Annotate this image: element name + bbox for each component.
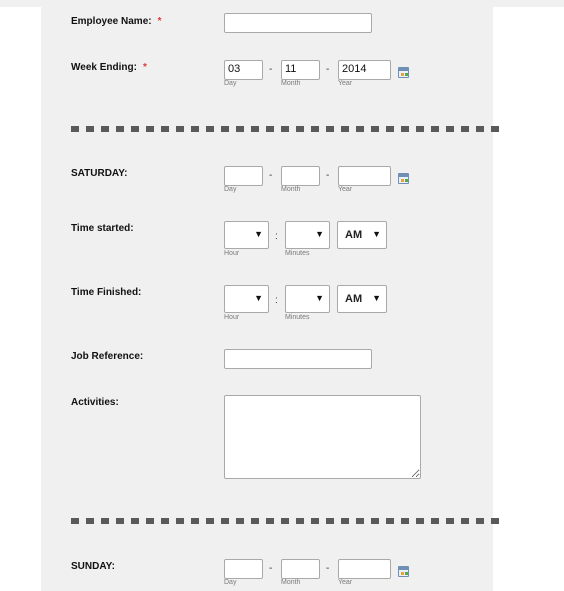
date-separator: - <box>326 563 330 574</box>
divider-dash <box>341 126 349 132</box>
time-started-label: Time started: <box>71 223 134 234</box>
date-separator: - <box>326 64 330 75</box>
section-divider <box>71 518 503 524</box>
divider-dash <box>146 518 154 524</box>
year-sub-label: Year <box>338 579 353 586</box>
saturday-label: SATURDAY: <box>71 168 128 179</box>
time-started-ampm-select[interactable] <box>337 221 387 249</box>
hour-sub-label: Hour <box>224 250 240 257</box>
divider-dash <box>176 126 184 132</box>
divider-dash <box>386 126 394 132</box>
saturday-year-input[interactable] <box>338 166 391 186</box>
selected-value: AM <box>345 293 363 305</box>
date-separator: - <box>326 170 330 181</box>
divider-dash <box>476 518 484 524</box>
time-colon: : <box>275 295 278 306</box>
saturday-month-input[interactable] <box>281 166 320 186</box>
date-separator: - <box>269 563 273 574</box>
saturday-day-input[interactable] <box>224 166 263 186</box>
job-reference-label: Job Reference: <box>71 351 144 362</box>
required-asterisk: * <box>142 62 147 73</box>
divider-dash <box>206 126 214 132</box>
divider-dash <box>176 518 184 524</box>
divider-dash <box>461 126 469 132</box>
section-divider <box>71 126 503 132</box>
required-asterisk: * <box>157 16 162 27</box>
divider-dash <box>191 126 199 132</box>
divider-dash <box>161 518 169 524</box>
month-sub-label: Month <box>281 579 301 586</box>
divider-dash <box>491 126 499 132</box>
day-sub-label: Day <box>224 579 237 586</box>
time-finished-hour-select[interactable] <box>224 285 269 313</box>
month-sub-label: Month <box>281 186 301 193</box>
activities-label: Activities: <box>71 397 119 408</box>
divider-dash <box>86 518 94 524</box>
divider-dash <box>161 126 169 132</box>
divider-dash <box>236 126 244 132</box>
month-sub-label: Month <box>281 80 301 87</box>
chevron-down-icon: ▼ <box>315 229 324 239</box>
calendar-icon[interactable] <box>398 566 409 577</box>
divider-dash <box>251 126 259 132</box>
divider-dash <box>401 518 409 524</box>
week-ending-label-text: Week Ending: <box>71 62 137 73</box>
sunday-day-input[interactable] <box>224 559 263 579</box>
divider-dash <box>221 126 229 132</box>
divider-dash <box>416 518 424 524</box>
time-colon: : <box>275 231 278 242</box>
divider-dash <box>416 126 424 132</box>
divider-dash <box>326 518 334 524</box>
divider-dash <box>281 518 289 524</box>
year-sub-label: Year <box>338 80 353 87</box>
divider-dash <box>281 126 289 132</box>
divider-dash <box>71 518 79 524</box>
divider-dash <box>491 518 499 524</box>
divider-dash <box>131 518 139 524</box>
divider-dash <box>296 518 304 524</box>
job-reference-input[interactable] <box>224 349 372 369</box>
week-ending-label <box>71 62 147 73</box>
divider-dash <box>296 126 304 132</box>
divider-dash <box>266 126 274 132</box>
divider-dash <box>236 518 244 524</box>
minutes-sub-label: Minutes <box>285 314 310 321</box>
divider-dash <box>131 126 139 132</box>
divider-dash <box>446 126 454 132</box>
time-finished-minutes-select[interactable] <box>285 285 330 313</box>
divider-dash <box>116 518 124 524</box>
chevron-down-icon: ▼ <box>254 293 263 303</box>
year-sub-label: Year <box>338 186 353 193</box>
divider-dash <box>371 126 379 132</box>
divider-dash <box>71 126 79 132</box>
divider-dash <box>266 518 274 524</box>
divider-dash <box>191 518 199 524</box>
divider-dash <box>371 518 379 524</box>
calendar-icon[interactable] <box>398 173 409 184</box>
week-ending-year-input[interactable]: 2014 <box>338 60 391 80</box>
divider-dash <box>221 518 229 524</box>
day-sub-label: Day <box>224 80 237 87</box>
sunday-label: SUNDAY: <box>71 561 115 572</box>
divider-dash <box>311 518 319 524</box>
divider-dash <box>461 518 469 524</box>
divider-dash <box>101 126 109 132</box>
top-strip <box>0 0 564 7</box>
divider-dash <box>251 518 259 524</box>
divider-dash <box>326 126 334 132</box>
week-ending-month-input[interactable]: 11 <box>281 60 320 80</box>
divider-dash <box>446 518 454 524</box>
selected-value: AM <box>345 229 363 241</box>
divider-dash <box>356 518 364 524</box>
employee-name-label <box>71 16 162 27</box>
week-ending-day-input[interactable]: 03 <box>224 60 263 80</box>
activities-textarea[interactable] <box>224 395 421 479</box>
divider-dash <box>101 518 109 524</box>
date-separator: - <box>269 64 273 75</box>
chevron-down-icon: ▼ <box>372 293 381 303</box>
divider-dash <box>86 126 94 132</box>
chevron-down-icon: ▼ <box>372 229 381 239</box>
time-finished-label: Time Finished: <box>71 287 142 298</box>
divider-dash <box>431 518 439 524</box>
day-sub-label: Day <box>224 186 237 193</box>
date-separator: - <box>269 170 273 181</box>
divider-dash <box>206 518 214 524</box>
sunday-year-input[interactable] <box>338 559 391 579</box>
calendar-icon[interactable] <box>398 67 409 78</box>
divider-dash <box>311 126 319 132</box>
minutes-sub-label: Minutes <box>285 250 310 257</box>
divider-dash <box>146 126 154 132</box>
time-started-hour-select[interactable] <box>224 221 269 249</box>
divider-dash <box>341 518 349 524</box>
divider-dash <box>356 126 364 132</box>
divider-dash <box>431 126 439 132</box>
employee-name-label-text: Employee Name: <box>71 16 152 27</box>
time-started-minutes-select[interactable] <box>285 221 330 249</box>
chevron-down-icon: ▼ <box>315 293 324 303</box>
chevron-down-icon: ▼ <box>254 229 263 239</box>
hour-sub-label: Hour <box>224 314 240 321</box>
divider-dash <box>401 126 409 132</box>
sunday-month-input[interactable] <box>281 559 320 579</box>
divider-dash <box>116 126 124 132</box>
time-finished-ampm-select[interactable] <box>337 285 387 313</box>
divider-dash <box>386 518 394 524</box>
employee-name-input[interactable] <box>224 13 372 33</box>
divider-dash <box>476 126 484 132</box>
